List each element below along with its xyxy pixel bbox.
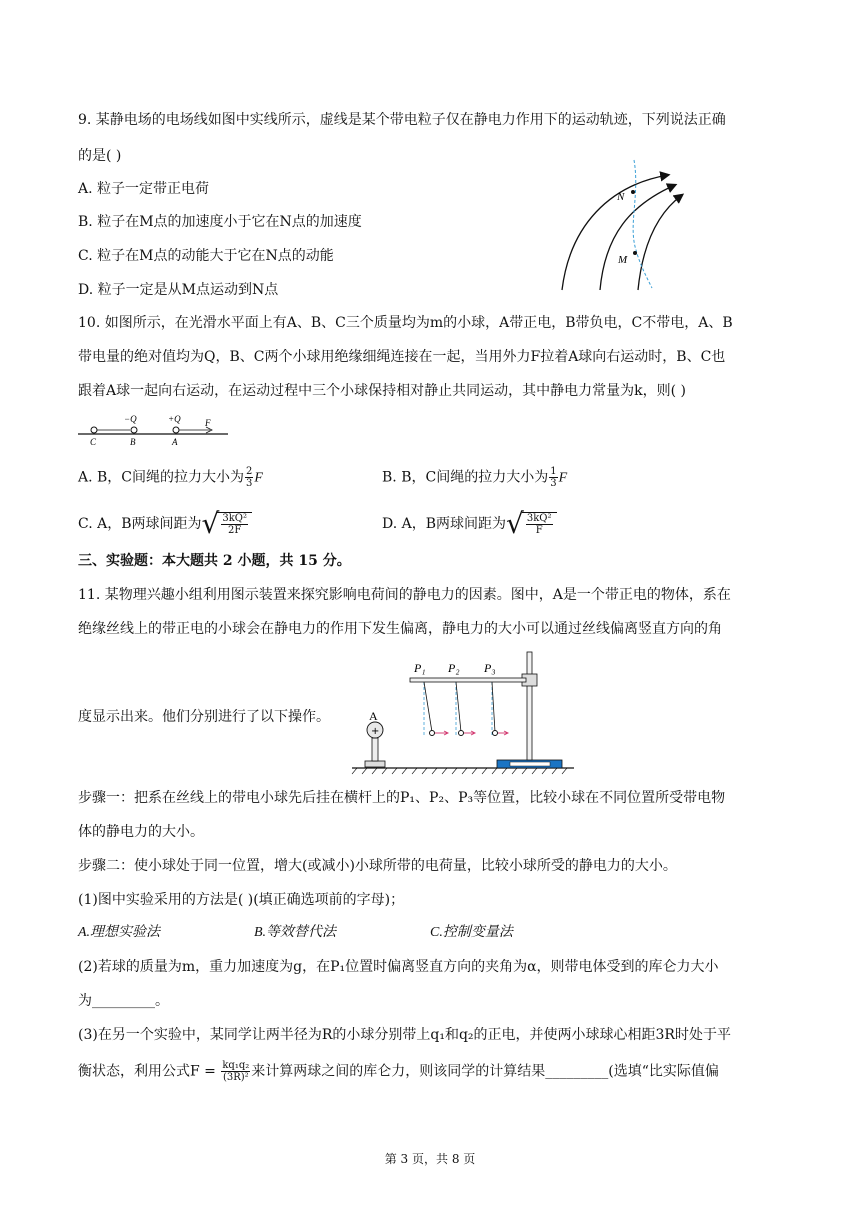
- q11-apparatus-figure: [352, 650, 577, 778]
- q10-option-d: D. A，B两球间距为√ $\frac{\text{3kQ²}}{F}$: [382, 510, 557, 538]
- q11-stem-line3: 度显示出来。他们分别进行了以下操作。: [78, 709, 330, 725]
- q10-option-b: B. B，C间绳的拉力大小为 $\frac{1}{3}$ F: [382, 466, 568, 489]
- q11-part2-line2: 为_________。: [78, 993, 169, 1009]
- q9-option-c: C. 粒子在M点的动能大于它在N点的动能: [78, 248, 334, 264]
- field-line-2: [600, 185, 675, 290]
- field-line-3: [638, 195, 682, 290]
- q11-part2-line1: (2)若球的质量为m，重力加速度为g，在P₁位置时偏离竖直方向的夹角为α，则带电体受到的库仑力大小: [78, 959, 719, 975]
- q10-stem-line2: 带电量的绝对值均为Q，B、C两个小球用绝缘细绳连接在一起，当用外力F拉着A球向右运动时，B、C也: [78, 349, 726, 365]
- q11-option-c: C.控制变量法: [430, 925, 513, 940]
- q10-option-c: C. A，B两球间距为√ $\frac{\text{3kQ²}}{2F}$: [78, 510, 252, 538]
- label-m: M: [618, 254, 628, 266]
- q9-field-line-figure: [550, 155, 690, 295]
- label-pos-q: +Q: [168, 414, 181, 424]
- label-c: C: [90, 437, 97, 447]
- label-a: A: [369, 709, 378, 723]
- q11-step2: 步骤二：使小球处于同一位置，增大(或减小)小球所带的电荷量，比较小球所受的静电力的大小。: [78, 858, 677, 874]
- q11-part3-line1: (3)在另一个实验中，某同学让两半径为R的小球分别带上q₁和q₂的正电，并使两小球球心相距3R时处于平: [78, 1027, 731, 1043]
- label-b: B: [130, 437, 136, 447]
- label-f: F: [205, 418, 211, 428]
- q11-stem-line1: 11. 某物理兴趣小组利用图示装置来探究影响电荷间的静电力的因素。图中，A是一个带正电的物体，系在: [78, 587, 731, 603]
- label-neg-q: −Q: [124, 414, 137, 424]
- label-p1: P₁: [414, 661, 426, 675]
- q10-option-a: A. B，C间绳的拉力大小为 $\frac{2}{3}$ F: [78, 466, 263, 489]
- label-n: N: [617, 191, 625, 203]
- q10-stem-line1: 10. 如图所示，在光滑水平面上有A、B、C三个质量均为m的小球，A带正电，B带负电，C不带电，A、B: [78, 315, 733, 331]
- q11-part1: (1)图中实验采用的方法是( )(填正确选项前的字母)；: [78, 892, 405, 908]
- q11-option-b: B.等效替代法: [254, 925, 337, 940]
- label-p2: P₂: [448, 661, 460, 675]
- q10-stem-line3: 跟着A球一起向右运动，在运动过程中三个小球保持相对静止共同运动，其中静电力常量为k，则( ): [78, 383, 686, 399]
- q11-step1-line2: 体的静电力的大小。: [78, 824, 204, 840]
- svg-text:+: +: [371, 726, 380, 737]
- q9-option-a: A. 粒子一定带正电荷: [78, 181, 210, 197]
- q11-option-a: A.理想实验法: [78, 925, 161, 940]
- q9-stem-line1: 9. 某静电场的电场线如图中实线所示，虚线是某个带电粒子仅在静电力作用下的运动轨迹，下列说法正确: [78, 112, 726, 128]
- q9-stem-line2: 的是( ): [78, 148, 122, 164]
- label-a: A: [172, 437, 178, 447]
- q9-option-d: D. 粒子一定是从M点运动到N点: [78, 282, 279, 298]
- q10-balls-figure: [78, 410, 233, 448]
- section-heading: 三、实验题：本大题共 2 小题，共 15 分。: [78, 553, 351, 569]
- q9-option-b: B. 粒子在M点的加速度小于它在N点的加速度: [78, 214, 362, 230]
- q11-stem-line2: 绝缘丝线上的带正电的小球会在静电力的作用下发生偏离，静电力的大小可以通过丝线偏离竖直方向的角: [78, 621, 722, 637]
- q11-part3-line2: 衡状态，利用公式F = $\frac{\text{kq₁q₂}}{\text{(3R)²}}$ 来计算两球之间的库仑力，则该同学的计算结果_________(选填“比实际值偏: [78, 1060, 719, 1083]
- q11-step1-line1: 步骤一：把系在丝线上的带电小球先后挂在横杆上的P₁、P₂、P₃等位置，比较小球在不同位置所受带电物: [78, 790, 726, 806]
- label-p3: P₃: [484, 661, 496, 675]
- page-footer: 第 3 页，共 8 页: [384, 1152, 476, 1166]
